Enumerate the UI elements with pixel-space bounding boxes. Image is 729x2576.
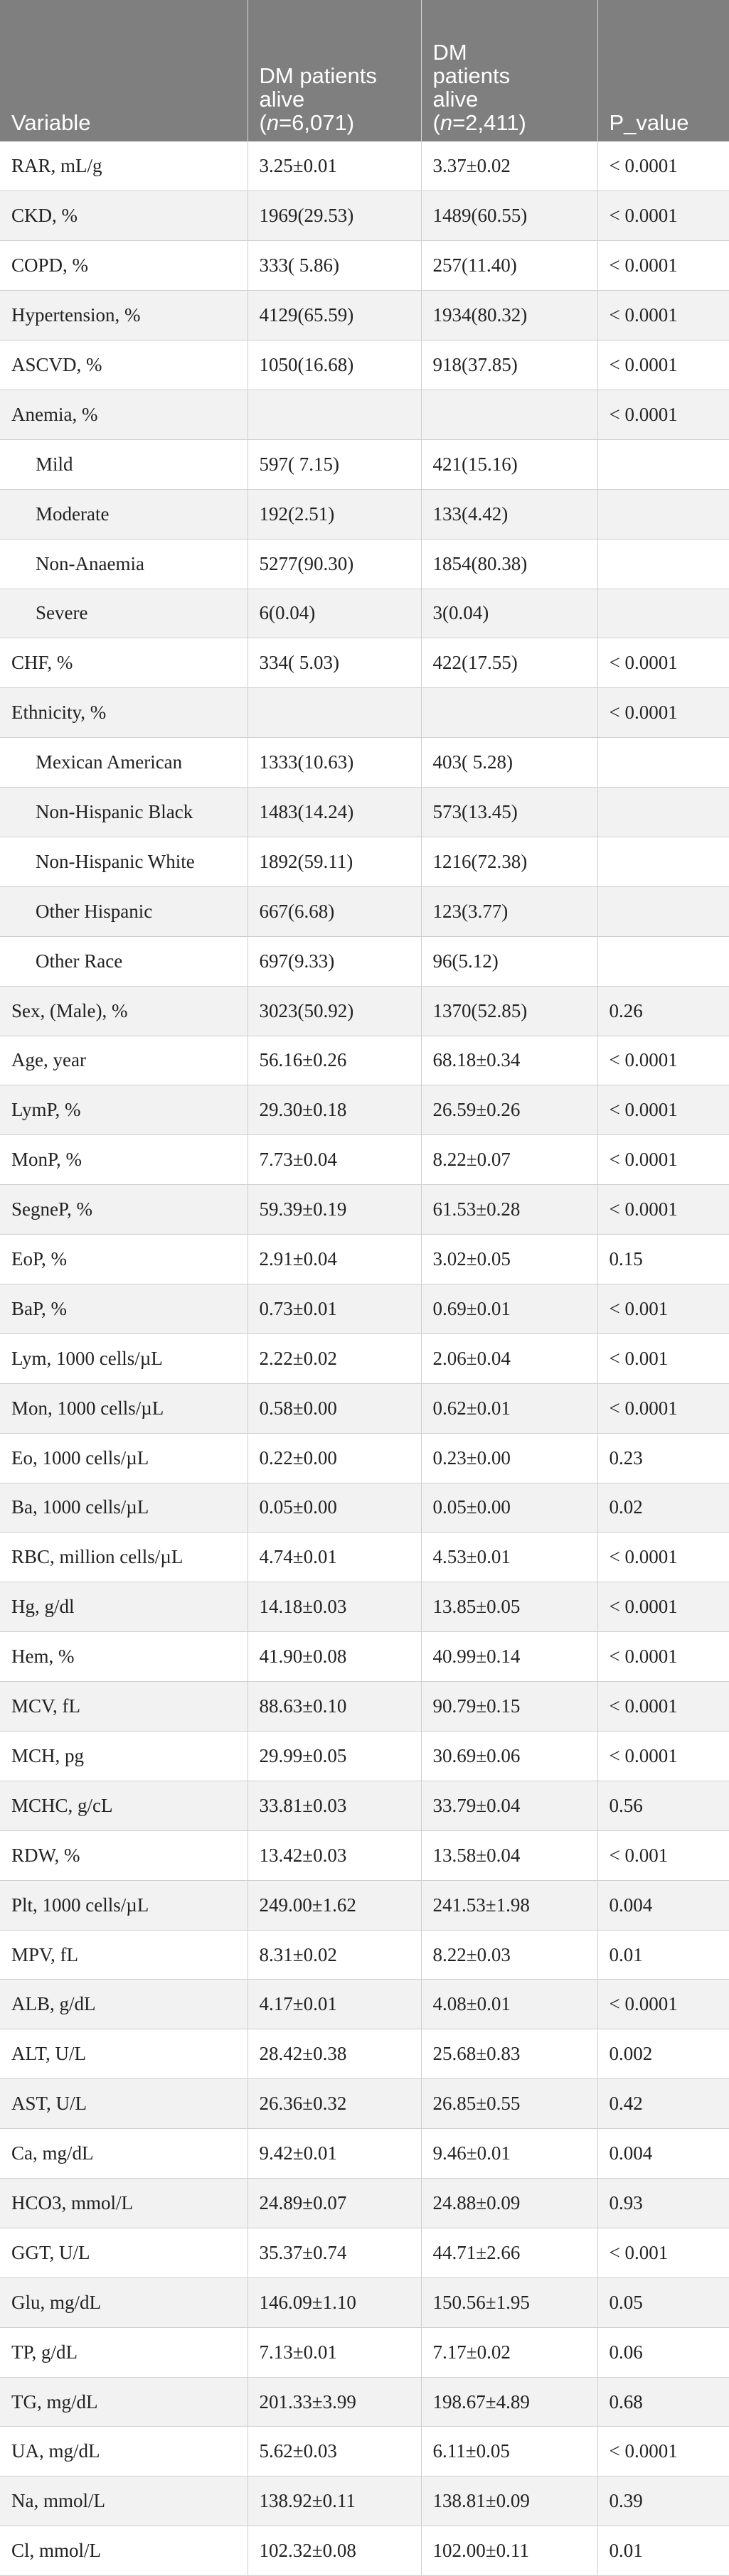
pvalue-cell: 0.26 bbox=[597, 986, 729, 1036]
dm-alive-2411-cell: 2.06±0.04 bbox=[421, 1333, 597, 1383]
variable-cell: MCHC, g/cL bbox=[0, 1781, 248, 1830]
pvalue-cell bbox=[597, 936, 729, 986]
variable-cell: TG, mg/dL bbox=[0, 2377, 248, 2427]
dm-alive-2411-cell: 44.71±2.66 bbox=[421, 2228, 597, 2277]
table-row bbox=[0, 191, 729, 241]
dm-alive-6071-cell: 35.37±0.74 bbox=[248, 2228, 421, 2277]
table-row bbox=[0, 1830, 729, 1880]
pvalue-cell: < 0.0001 bbox=[597, 1632, 729, 1682]
dm-alive-6071-cell: 3023(50.92) bbox=[248, 986, 421, 1036]
dm-alive-2411-cell: 7.17±0.02 bbox=[421, 2327, 597, 2377]
pvalue-cell: < 0.0001 bbox=[597, 191, 729, 241]
table-row bbox=[0, 2079, 729, 2129]
dm-alive-6071-cell: 59.39±0.19 bbox=[248, 1185, 421, 1235]
dm-alive-6071-cell: 597( 7.15) bbox=[248, 439, 421, 489]
dm-alive-2411-cell: 8.22±0.03 bbox=[421, 1930, 597, 1980]
dm-alive-6071-cell: 2.91±0.04 bbox=[248, 1235, 421, 1284]
variable-cell: Hg, g/dl bbox=[0, 1582, 248, 1632]
dm-alive-2411-cell: 90.79±0.15 bbox=[421, 1682, 597, 1732]
pvalue-cell: 0.93 bbox=[597, 2179, 729, 2228]
dm-alive-6071-cell: 13.42±0.03 bbox=[248, 1830, 421, 1880]
dm-alive-6071-cell: 1969(29.53) bbox=[248, 191, 421, 241]
header-col1-line1: DM patients bbox=[259, 63, 377, 88]
dm-alive-2411-cell: 4.08±0.01 bbox=[421, 1980, 597, 2029]
dm-alive-6071-cell: 201.33±3.99 bbox=[248, 2377, 421, 2427]
dm-alive-6071-cell bbox=[248, 688, 421, 738]
dm-alive-2411-cell: 1489(60.55) bbox=[421, 191, 597, 241]
variable-cell: Lym, 1000 cells/µL bbox=[0, 1333, 248, 1383]
variable-cell: LymP, % bbox=[0, 1085, 248, 1135]
dm-alive-2411-cell: 573(13.45) bbox=[421, 788, 597, 837]
variable-cell: Hypertension, % bbox=[0, 291, 248, 340]
table-row bbox=[0, 340, 729, 390]
dm-alive-6071-cell: 146.09±1.10 bbox=[248, 2277, 421, 2327]
dm-alive-6071-cell: 1333(10.63) bbox=[248, 738, 421, 788]
variable-cell: Other Race bbox=[0, 936, 248, 986]
dm-alive-2411-cell: 9.46±0.01 bbox=[421, 2129, 597, 2179]
variable-cell: Non-Anaemia bbox=[0, 539, 248, 589]
dm-alive-2411-cell: 1854(80.38) bbox=[421, 539, 597, 589]
pvalue-cell: < 0.001 bbox=[597, 2228, 729, 2277]
pvalue-cell: 0.68 bbox=[597, 2377, 729, 2427]
table-row bbox=[0, 837, 729, 886]
table-row bbox=[0, 2029, 729, 2079]
dm-alive-2411-cell: 61.53±0.28 bbox=[421, 1185, 597, 1235]
dm-alive-2411-cell: 68.18±0.34 bbox=[421, 1036, 597, 1085]
variable-cell: MCH, pg bbox=[0, 1732, 248, 1781]
variable-cell: Na, mmol/L bbox=[0, 2476, 248, 2526]
variable-cell: Sex, (Male), % bbox=[0, 986, 248, 1036]
table-row bbox=[0, 1781, 729, 1830]
table-row bbox=[0, 936, 729, 986]
pvalue-cell: 0.01 bbox=[597, 1930, 729, 1980]
pvalue-cell: < 0.001 bbox=[597, 1333, 729, 1383]
pvalue-cell: 0.23 bbox=[597, 1433, 729, 1483]
dm-alive-6071-cell: 8.31±0.02 bbox=[248, 1930, 421, 1980]
dm-alive-6071-cell: 4.17±0.01 bbox=[248, 1980, 421, 2029]
pvalue-cell: < 0.0001 bbox=[597, 1732, 729, 1781]
dm-alive-2411-cell: 8.22±0.07 bbox=[421, 1135, 597, 1185]
variable-cell: UA, mg/dL bbox=[0, 2427, 248, 2476]
dm-alive-6071-cell: 697(9.33) bbox=[248, 936, 421, 986]
variable-cell: Eo, 1000 cells/µL bbox=[0, 1433, 248, 1483]
table-row bbox=[0, 788, 729, 837]
table-row bbox=[0, 1732, 729, 1781]
variable-cell: Mild bbox=[0, 439, 248, 489]
dm-alive-6071-cell: 9.42±0.01 bbox=[248, 2129, 421, 2179]
dm-alive-2411-cell: 33.79±0.04 bbox=[421, 1781, 597, 1830]
header-col1-line2: alive bbox=[259, 87, 305, 112]
variable-cell: RBC, million cells/µL bbox=[0, 1533, 248, 1582]
table-row bbox=[0, 688, 729, 738]
dm-alive-6071-cell: 26.36±0.32 bbox=[248, 2079, 421, 2129]
variable-cell: Mexican American bbox=[0, 738, 248, 788]
variable-cell: ASCVD, % bbox=[0, 340, 248, 390]
dm-alive-2411-cell: 150.56±1.95 bbox=[421, 2277, 597, 2327]
dm-alive-2411-cell: 1216(72.38) bbox=[421, 837, 597, 886]
table-row bbox=[0, 1930, 729, 1980]
dm-alive-6071-cell: 102.32±0.08 bbox=[248, 2526, 421, 2576]
dm-alive-2411-cell: 422(17.55) bbox=[421, 638, 597, 688]
dm-alive-2411-cell: 918(37.85) bbox=[421, 340, 597, 390]
pvalue-cell bbox=[597, 439, 729, 489]
table-row bbox=[0, 1383, 729, 1433]
table-row bbox=[0, 1135, 729, 1185]
header-variable bbox=[0, 0, 248, 141]
variable-cell: HCO3, mmol/L bbox=[0, 2179, 248, 2228]
variable-cell: CKD, % bbox=[0, 191, 248, 241]
table-row bbox=[0, 489, 729, 539]
table-row bbox=[0, 886, 729, 936]
table-row bbox=[0, 1483, 729, 1533]
variable-cell: TP, g/dL bbox=[0, 2327, 248, 2377]
table-row bbox=[0, 1235, 729, 1284]
pvalue-cell: 0.15 bbox=[597, 1235, 729, 1284]
dm-alive-2411-cell: 26.85±0.55 bbox=[421, 2079, 597, 2129]
dm-alive-6071-cell: 5277(90.30) bbox=[248, 539, 421, 589]
dm-alive-6071-cell: 24.89±0.07 bbox=[248, 2179, 421, 2228]
table-row bbox=[0, 1582, 729, 1632]
dm-alive-2411-cell: 3.02±0.05 bbox=[421, 1235, 597, 1284]
pvalue-cell: < 0.0001 bbox=[597, 1383, 729, 1433]
paren-open: ( bbox=[259, 110, 267, 135]
header-col2-line1: DM bbox=[432, 40, 467, 65]
dm-alive-2411-cell: 0.62±0.01 bbox=[421, 1383, 597, 1433]
dm-alive-6071-cell: 56.16±0.26 bbox=[248, 1036, 421, 1085]
header-variable-label: Variable bbox=[11, 110, 91, 135]
variable-cell: EoP, % bbox=[0, 1235, 248, 1284]
pvalue-cell: 0.004 bbox=[597, 2129, 729, 2179]
variable-cell: MPV, fL bbox=[0, 1930, 248, 1980]
pvalue-cell: 0.06 bbox=[597, 2327, 729, 2377]
pvalue-cell: < 0.001 bbox=[597, 1284, 729, 1333]
table-row bbox=[0, 1036, 729, 1085]
variable-cell: Ca, mg/dL bbox=[0, 2129, 248, 2179]
dm-alive-6071-cell bbox=[248, 390, 421, 439]
dm-alive-2411-cell: 1370(52.85) bbox=[421, 986, 597, 1036]
variable-cell: Moderate bbox=[0, 489, 248, 539]
dm-alive-6071-cell: 667(6.68) bbox=[248, 886, 421, 936]
dm-alive-2411-cell: 25.68±0.83 bbox=[421, 2029, 597, 2079]
dm-alive-6071-cell: 29.99±0.05 bbox=[248, 1732, 421, 1781]
dm-alive-6071-cell: 4129(65.59) bbox=[248, 291, 421, 340]
pvalue-cell: < 0.0001 bbox=[597, 638, 729, 688]
table-row bbox=[0, 2277, 729, 2327]
pvalue-cell: < 0.0001 bbox=[597, 1036, 729, 1085]
header-pvalue-label: P_value bbox=[609, 110, 689, 135]
dm-alive-2411-cell: 0.69±0.01 bbox=[421, 1284, 597, 1333]
dm-alive-6071-cell: 4.74±0.01 bbox=[248, 1533, 421, 1582]
dm-alive-6071-cell: 5.62±0.03 bbox=[248, 2427, 421, 2476]
pvalue-cell: 0.01 bbox=[597, 2526, 729, 2576]
table-row bbox=[0, 2327, 729, 2377]
header-dm-alive-6071 bbox=[248, 0, 421, 141]
dm-alive-6071-cell: 1483(14.24) bbox=[248, 788, 421, 837]
table-row bbox=[0, 2427, 729, 2476]
variable-cell: Other Hispanic bbox=[0, 886, 248, 936]
table-row bbox=[0, 141, 729, 191]
dm-alive-6071-cell: 0.73±0.01 bbox=[248, 1284, 421, 1333]
variable-cell: ALT, U/L bbox=[0, 2029, 248, 2079]
header-col2-line4 bbox=[433, 111, 597, 134]
table-row bbox=[0, 2377, 729, 2427]
dm-alive-6071-cell: 1050(16.68) bbox=[248, 340, 421, 390]
dm-alive-2411-cell: 0.05±0.00 bbox=[421, 1483, 597, 1533]
dm-alive-2411-cell bbox=[421, 688, 597, 738]
dm-alive-6071-cell: 14.18±0.03 bbox=[248, 1582, 421, 1632]
table-row bbox=[0, 291, 729, 340]
table-row bbox=[0, 241, 729, 291]
dm-alive-2411-cell: 198.67±4.89 bbox=[421, 2377, 597, 2427]
pvalue-cell: < 0.0001 bbox=[597, 1582, 729, 1632]
count-text: =6,071) bbox=[279, 110, 355, 135]
table-row bbox=[0, 2129, 729, 2179]
dm-alive-6071-cell: 29.30±0.18 bbox=[248, 1085, 421, 1135]
dm-alive-2411-cell: 96(5.12) bbox=[421, 936, 597, 986]
pvalue-cell: < 0.0001 bbox=[597, 291, 729, 340]
dm-alive-2411-cell: 13.58±0.04 bbox=[421, 1830, 597, 1880]
dm-alive-2411-cell: 102.00±0.11 bbox=[421, 2526, 597, 2576]
dm-alive-6071-cell: 0.05±0.00 bbox=[248, 1483, 421, 1533]
dm-alive-6071-cell: 333( 5.86) bbox=[248, 241, 421, 291]
dm-alive-6071-cell: 7.13±0.01 bbox=[248, 2327, 421, 2377]
dm-alive-2411-cell: 133(4.42) bbox=[421, 489, 597, 539]
dm-alive-2411-cell: 241.53±1.98 bbox=[421, 1880, 597, 1930]
pvalue-cell: < 0.0001 bbox=[597, 241, 729, 291]
pvalue-cell: < 0.001 bbox=[597, 1830, 729, 1880]
table-row bbox=[0, 2179, 729, 2228]
dm-alive-6071-cell: 7.73±0.04 bbox=[248, 1135, 421, 1185]
pvalue-cell bbox=[597, 738, 729, 788]
dm-alive-2411-cell: 6.11±0.05 bbox=[421, 2427, 597, 2476]
variable-cell: MonP, % bbox=[0, 1135, 248, 1185]
pvalue-cell bbox=[597, 589, 729, 638]
dm-alive-2411-cell: 26.59±0.26 bbox=[421, 1085, 597, 1135]
pvalue-cell bbox=[597, 539, 729, 589]
variable-cell: BaP, % bbox=[0, 1284, 248, 1333]
variable-cell: ALB, g/dL bbox=[0, 1980, 248, 2029]
pvalue-cell bbox=[597, 886, 729, 936]
pvalue-cell: < 0.0001 bbox=[597, 340, 729, 390]
paren-open: ( bbox=[432, 110, 440, 135]
table-row bbox=[0, 1284, 729, 1333]
dm-alive-6071-cell: 2.22±0.02 bbox=[248, 1333, 421, 1383]
pvalue-cell: < 0.0001 bbox=[597, 2427, 729, 2476]
dm-alive-2411-cell: 3(0.04) bbox=[421, 589, 597, 638]
dm-alive-6071-cell: 41.90±0.08 bbox=[248, 1632, 421, 1682]
dm-alive-6071-cell: 249.00±1.62 bbox=[248, 1880, 421, 1930]
dm-alive-2411-cell: 421(15.16) bbox=[421, 439, 597, 489]
table-row bbox=[0, 1632, 729, 1682]
table-row bbox=[0, 638, 729, 688]
table-row bbox=[0, 1333, 729, 1383]
pvalue-cell: < 0.0001 bbox=[597, 1085, 729, 1135]
n-italic: n bbox=[440, 110, 453, 135]
variable-cell: Anemia, % bbox=[0, 390, 248, 439]
n-italic: n bbox=[266, 110, 280, 135]
header-col2-line3: alive bbox=[432, 87, 479, 112]
variable-cell: RAR, mL/g bbox=[0, 141, 248, 191]
table-row bbox=[0, 738, 729, 788]
header-dm-alive-2411 bbox=[421, 0, 597, 141]
dm-alive-2411-cell: 257(11.40) bbox=[421, 241, 597, 291]
variable-cell: RDW, % bbox=[0, 1830, 248, 1880]
header-pvalue bbox=[597, 0, 729, 141]
dm-alive-2411-cell: 123(3.77) bbox=[421, 886, 597, 936]
table-row bbox=[0, 539, 729, 589]
table-row bbox=[0, 1682, 729, 1732]
dm-alive-6071-cell: 33.81±0.03 bbox=[248, 1781, 421, 1830]
pvalue-cell: < 0.0001 bbox=[597, 1533, 729, 1582]
dm-alive-2411-cell: 1934(80.32) bbox=[421, 291, 597, 340]
variable-cell: Mon, 1000 cells/µL bbox=[0, 1383, 248, 1433]
dm-alive-6071-cell: 3.25±0.01 bbox=[248, 141, 421, 191]
dm-alive-2411-cell: 0.23±0.00 bbox=[421, 1433, 597, 1483]
table-row bbox=[0, 1185, 729, 1235]
dm-alive-2411-cell: 138.81±0.09 bbox=[421, 2476, 597, 2526]
variable-cell: GGT, U/L bbox=[0, 2228, 248, 2277]
variable-cell: Ethnicity, % bbox=[0, 688, 248, 738]
variable-cell: CHF, % bbox=[0, 638, 248, 688]
dm-alive-2411-cell: 30.69±0.06 bbox=[421, 1732, 597, 1781]
dm-alive-2411-cell: 40.99±0.14 bbox=[421, 1632, 597, 1682]
dm-alive-6071-cell: 1892(59.11) bbox=[248, 837, 421, 886]
variable-cell: MCV, fL bbox=[0, 1682, 248, 1732]
table-row bbox=[0, 986, 729, 1036]
pvalue-cell bbox=[597, 489, 729, 539]
table-row bbox=[0, 439, 729, 489]
variable-cell: Cl, mmol/L bbox=[0, 2526, 248, 2576]
header-col2-line2: patients bbox=[432, 63, 511, 88]
pvalue-cell: < 0.0001 bbox=[597, 1980, 729, 2029]
dm-alive-2411-cell bbox=[421, 390, 597, 439]
header-col1-line3 bbox=[260, 111, 421, 134]
table-row bbox=[0, 1433, 729, 1483]
pvalue-cell: 0.002 bbox=[597, 2029, 729, 2079]
dm-alive-2411-cell: 3.37±0.02 bbox=[421, 141, 597, 191]
table-row bbox=[0, 1085, 729, 1135]
dm-alive-6071-cell: 0.58±0.00 bbox=[248, 1383, 421, 1433]
dm-alive-6071-cell: 88.63±0.10 bbox=[248, 1682, 421, 1732]
table-row bbox=[0, 2228, 729, 2277]
header-row bbox=[0, 0, 729, 141]
dm-alive-6071-cell: 192(2.51) bbox=[248, 489, 421, 539]
variable-cell: Ba, 1000 cells/µL bbox=[0, 1483, 248, 1533]
variable-cell: Age, year bbox=[0, 1036, 248, 1085]
dm-alive-6071-cell: 138.92±0.11 bbox=[248, 2476, 421, 2526]
pvalue-cell: < 0.0001 bbox=[597, 1185, 729, 1235]
table-row bbox=[0, 1980, 729, 2029]
variable-cell: Non-Hispanic White bbox=[0, 837, 248, 886]
variable-cell: SegneP, % bbox=[0, 1185, 248, 1235]
variable-cell: Hem, % bbox=[0, 1632, 248, 1682]
variable-cell: Non-Hispanic Black bbox=[0, 788, 248, 837]
pvalue-cell bbox=[597, 788, 729, 837]
dm-alive-6071-cell: 28.42±0.38 bbox=[248, 2029, 421, 2079]
dm-alive-6071-cell: 6(0.04) bbox=[248, 589, 421, 638]
pvalue-cell: < 0.0001 bbox=[597, 688, 729, 738]
pvalue-cell: < 0.0001 bbox=[597, 141, 729, 191]
table-row bbox=[0, 1533, 729, 1582]
variable-cell: Severe bbox=[0, 589, 248, 638]
table-row bbox=[0, 2476, 729, 2526]
pvalue-cell: 0.05 bbox=[597, 2277, 729, 2327]
dm-alive-2411-cell: 4.53±0.01 bbox=[421, 1533, 597, 1582]
count-text: =2,411) bbox=[452, 110, 526, 135]
variable-cell: Plt, 1000 cells/µL bbox=[0, 1880, 248, 1930]
variable-cell: AST, U/L bbox=[0, 2079, 248, 2129]
dm-alive-6071-cell: 0.22±0.00 bbox=[248, 1433, 421, 1483]
pvalue-cell: 0.02 bbox=[597, 1483, 729, 1533]
variable-cell: COPD, % bbox=[0, 241, 248, 291]
variable-cell: Glu, mg/dL bbox=[0, 2277, 248, 2327]
table-body bbox=[0, 141, 729, 2576]
pvalue-cell: < 0.0001 bbox=[597, 390, 729, 439]
pvalue-cell: 0.004 bbox=[597, 1880, 729, 1930]
pvalue-cell: < 0.0001 bbox=[597, 1682, 729, 1732]
table-row bbox=[0, 2526, 729, 2576]
dm-alive-2411-cell: 24.88±0.09 bbox=[421, 2179, 597, 2228]
pvalue-cell bbox=[597, 837, 729, 886]
pvalue-cell: < 0.0001 bbox=[597, 1135, 729, 1185]
pvalue-cell: 0.39 bbox=[597, 2476, 729, 2526]
pvalue-cell: 0.42 bbox=[597, 2079, 729, 2129]
dm-alive-2411-cell: 13.85±0.05 bbox=[421, 1582, 597, 1632]
table-row bbox=[0, 390, 729, 439]
table-row bbox=[0, 589, 729, 638]
table-header bbox=[0, 0, 729, 141]
table-row bbox=[0, 1880, 729, 1930]
dm-alive-6071-cell: 334( 5.03) bbox=[248, 638, 421, 688]
pvalue-cell: 0.56 bbox=[597, 1781, 729, 1830]
dm-alive-2411-cell: 403( 5.28) bbox=[421, 738, 597, 788]
